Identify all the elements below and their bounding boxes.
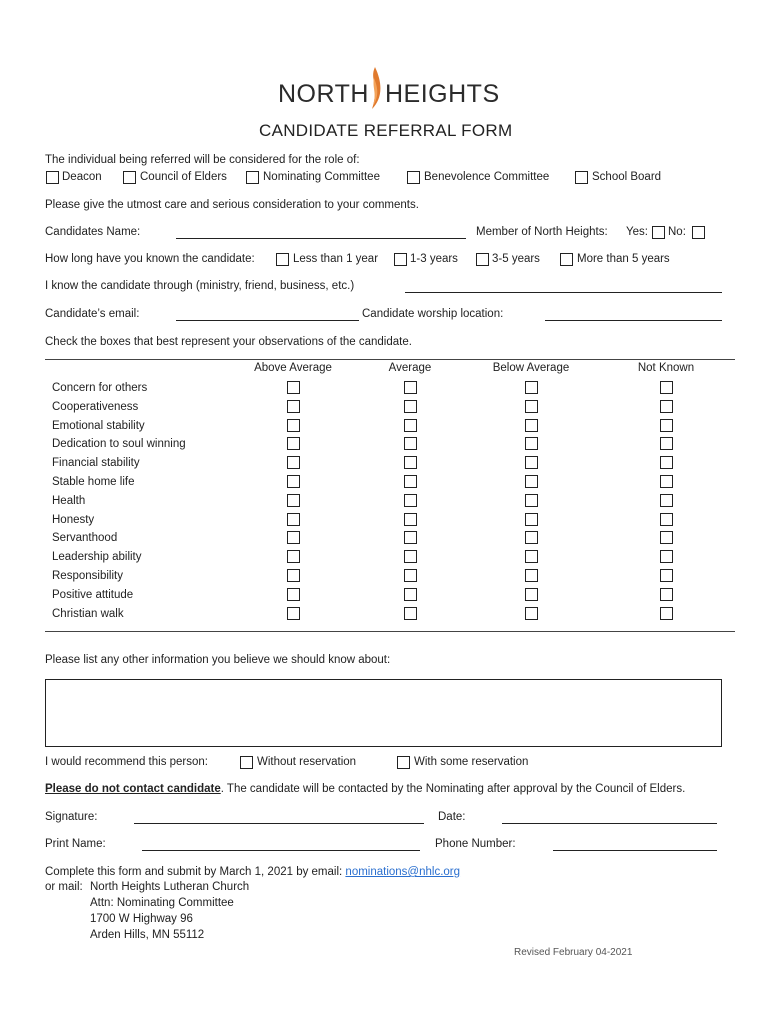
member-yes-label: Yes: — [626, 226, 648, 238]
candidate-name-input[interactable] — [176, 238, 466, 239]
rating-average-checkbox[interactable] — [404, 475, 417, 488]
candidate-name-label: Candidates Name: — [45, 226, 141, 238]
address-line-3: 1700 W Highway 96 — [90, 913, 193, 925]
submit-text: Complete this form and submit by March 1, 2021 by email: — [45, 866, 343, 878]
rating-not-known-checkbox[interactable] — [660, 513, 673, 526]
contact-notice — [45, 783, 685, 795]
rating-average-checkbox[interactable] — [404, 494, 417, 507]
role-deacon-checkbox[interactable] — [46, 171, 59, 184]
recommend-with-some-checkbox[interactable] — [397, 756, 410, 769]
know-through-label: I know the candidate through (ministry, friend, business, etc.) — [45, 280, 355, 292]
role-benevolence-checkbox[interactable] — [407, 171, 420, 184]
rating-above-average-checkbox[interactable] — [287, 569, 300, 582]
rating-average-checkbox[interactable] — [404, 550, 417, 563]
rating-not-known-checkbox[interactable] — [660, 456, 673, 469]
role-deacon-label: Deacon — [62, 171, 102, 183]
phone-label: Phone Number: — [435, 838, 516, 850]
member-no-checkbox[interactable] — [692, 226, 705, 239]
member-yes-checkbox[interactable] — [652, 226, 665, 239]
rating-below-average-checkbox[interactable] — [525, 531, 538, 544]
known-more-5-checkbox[interactable] — [560, 253, 573, 266]
rating-average-checkbox[interactable] — [404, 419, 417, 432]
phone-input[interactable] — [553, 850, 717, 851]
role-school-board-checkbox[interactable] — [575, 171, 588, 184]
rating-average-checkbox[interactable] — [404, 607, 417, 620]
rating-average-checkbox[interactable] — [404, 456, 417, 469]
rating-above-average-checkbox[interactable] — [287, 494, 300, 507]
role-nominating-label: Nominating Committee — [263, 171, 380, 183]
email-input[interactable] — [176, 320, 359, 321]
rating-above-average-checkbox[interactable] — [287, 607, 300, 620]
rating-above-average-checkbox[interactable] — [287, 531, 300, 544]
rating-average-checkbox[interactable] — [404, 588, 417, 601]
col-average: Average — [388, 362, 432, 374]
rating-above-average-checkbox[interactable] — [287, 588, 300, 601]
rating-below-average-checkbox[interactable] — [525, 550, 538, 563]
known-1-3-checkbox[interactable] — [394, 253, 407, 266]
known-less-1-label: Less than 1 year — [293, 253, 379, 265]
rating-row-label: Emotional stability — [52, 420, 145, 432]
submit-email-link[interactable]: nominations@nhlc.org — [345, 866, 461, 878]
rating-below-average-checkbox[interactable] — [525, 607, 538, 620]
recommend-label: I would recommend this person: — [45, 756, 208, 768]
rating-above-average-checkbox[interactable] — [287, 400, 300, 413]
rating-not-known-checkbox[interactable] — [660, 437, 673, 450]
role-council-checkbox[interactable] — [123, 171, 136, 184]
rating-average-checkbox[interactable] — [404, 381, 417, 394]
contact-notice-bold: Please do not contact candidate — [45, 783, 221, 795]
rating-below-average-checkbox[interactable] — [525, 475, 538, 488]
print-name-label: Print Name: — [45, 838, 106, 850]
date-label: Date: — [438, 811, 466, 823]
submit-text-line — [45, 866, 460, 878]
rating-above-average-checkbox[interactable] — [287, 456, 300, 469]
rating-not-known-checkbox[interactable] — [660, 588, 673, 601]
col-above-average: Above Average — [254, 362, 332, 374]
rating-row-label: Health — [52, 495, 86, 507]
known-label: How long have you known the candidate: — [45, 253, 255, 265]
revised-date: Revised February 04-2021 — [514, 947, 633, 958]
role-benevolence-label: Benevolence Committee — [424, 171, 550, 183]
rating-row-label: Dedication to soul winning — [52, 438, 186, 450]
rating-above-average-checkbox[interactable] — [287, 550, 300, 563]
care-note: Please give the utmost care and serious consideration to your comments. — [45, 199, 419, 211]
rating-row-label: Positive attitude — [52, 589, 134, 601]
role-council-label: Council of Elders — [140, 171, 227, 183]
date-input[interactable] — [502, 823, 717, 824]
known-1-3-label: 1-3 years — [410, 253, 458, 265]
mail-label: or mail: — [45, 881, 83, 893]
email-label: Candidate’s email: — [45, 308, 140, 320]
know-through-input[interactable] — [405, 292, 722, 293]
rating-below-average-checkbox[interactable] — [525, 381, 538, 394]
rating-not-known-checkbox[interactable] — [660, 550, 673, 563]
rating-not-known-checkbox[interactable] — [660, 400, 673, 413]
role-intro: The individual being referred will be considered for the role of: — [45, 154, 360, 166]
rating-average-checkbox[interactable] — [404, 437, 417, 450]
member-no-label: No: — [668, 226, 686, 238]
signature-label: Signature: — [45, 811, 98, 823]
rating-not-known-checkbox[interactable] — [660, 475, 673, 488]
rating-row-label: Servanthood — [52, 532, 118, 544]
logo-north: NORTH — [278, 80, 369, 108]
print-name-input[interactable] — [142, 850, 420, 851]
rating-above-average-checkbox[interactable] — [287, 437, 300, 450]
rating-above-average-checkbox[interactable] — [287, 513, 300, 526]
address-line-2: Attn: Nominating Committee — [90, 897, 234, 909]
col-below-average: Below Average — [492, 362, 570, 374]
rating-not-known-checkbox[interactable] — [660, 494, 673, 507]
form-title: CANDIDATE REFERRAL FORM — [259, 121, 513, 140]
rating-row-label: Concern for others — [52, 382, 148, 394]
rating-below-average-checkbox[interactable] — [525, 419, 538, 432]
rating-not-known-checkbox[interactable] — [660, 381, 673, 394]
ratings-top-rule — [45, 359, 735, 360]
recommend-without-label: Without reservation — [257, 756, 357, 768]
rating-below-average-checkbox[interactable] — [525, 513, 538, 526]
rating-row-label: Christian walk — [52, 608, 124, 620]
rating-below-average-checkbox[interactable] — [525, 588, 538, 601]
rating-row-label: Financial stability — [52, 457, 140, 469]
rating-row-label: Cooperativeness — [52, 401, 139, 413]
rating-average-checkbox[interactable] — [404, 569, 417, 582]
rating-not-known-checkbox[interactable] — [660, 531, 673, 544]
flame-icon — [366, 66, 384, 110]
signature-input[interactable] — [134, 823, 424, 824]
member-label: Member of North Heights: — [476, 226, 608, 238]
ratings-instruction: Check the boxes that best represent your observations of the candidate. — [45, 336, 412, 348]
worship-label: Candidate worship location: — [362, 308, 504, 320]
rating-not-known-checkbox[interactable] — [660, 607, 673, 620]
rating-below-average-checkbox[interactable] — [525, 456, 538, 469]
known-more-5-label: More than 5 years — [577, 253, 670, 265]
ratings-bottom-rule — [45, 631, 735, 632]
recommend-without-checkbox[interactable] — [240, 756, 253, 769]
address-line-4: Arden Hills, MN 55112 — [90, 929, 205, 941]
rating-not-known-checkbox[interactable] — [660, 569, 673, 582]
role-nominating-checkbox[interactable] — [246, 171, 259, 184]
rating-average-checkbox[interactable] — [404, 531, 417, 544]
role-school-board-label: School Board — [592, 171, 662, 183]
logo-heights: HEIGHTS — [385, 80, 500, 108]
rating-below-average-checkbox[interactable] — [525, 494, 538, 507]
rating-average-checkbox[interactable] — [404, 513, 417, 526]
known-3-5-label: 3-5 years — [492, 253, 540, 265]
rating-row-label: Leadership ability — [52, 551, 142, 563]
rating-row-label: Stable home life — [52, 476, 135, 488]
rating-below-average-checkbox[interactable] — [525, 400, 538, 413]
recommend-with-some-label: With some reservation — [414, 756, 529, 768]
contact-notice-rest: . The candidate will be contacted by the Nominating after approval by the Council of Elders. — [220, 783, 686, 795]
other-info-textarea[interactable] — [45, 679, 722, 747]
rating-row-label: Responsibility — [52, 570, 123, 582]
rating-above-average-checkbox[interactable] — [287, 419, 300, 432]
rating-below-average-checkbox[interactable] — [525, 569, 538, 582]
rating-row-label: Honesty — [52, 514, 95, 526]
known-3-5-checkbox[interactable] — [476, 253, 489, 266]
rating-not-known-checkbox[interactable] — [660, 419, 673, 432]
worship-input[interactable] — [545, 320, 722, 321]
address-line-1: North Heights Lutheran Church — [90, 881, 250, 893]
rating-above-average-checkbox[interactable] — [287, 381, 300, 394]
other-info-label: Please list any other information you believe we should know about: — [45, 654, 391, 666]
rating-average-checkbox[interactable] — [404, 400, 417, 413]
col-not-known: Not Known — [637, 362, 695, 374]
rating-below-average-checkbox[interactable] — [525, 437, 538, 450]
known-less-1-checkbox[interactable] — [276, 253, 289, 266]
rating-above-average-checkbox[interactable] — [287, 475, 300, 488]
